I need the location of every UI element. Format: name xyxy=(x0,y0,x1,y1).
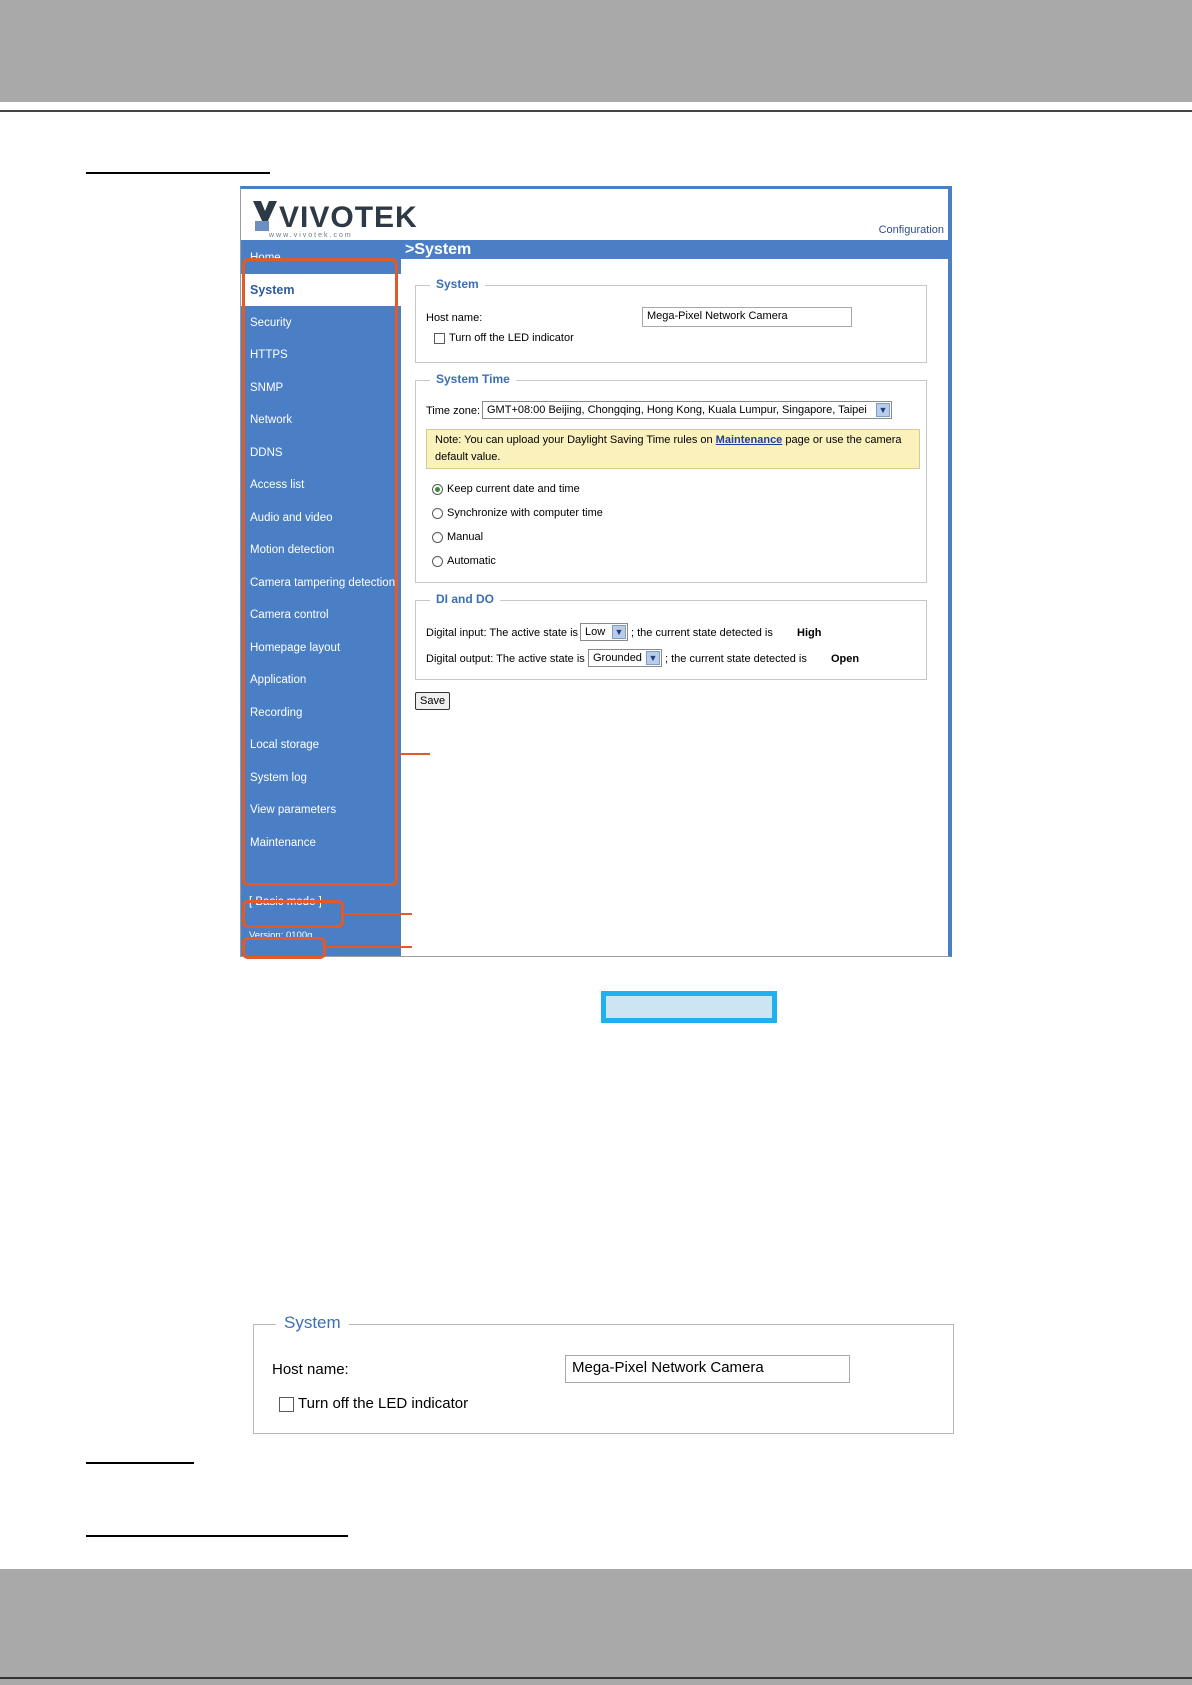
header-band xyxy=(0,0,1192,102)
dst-note-prefix: Note: You can upload your Daylight Saving Time rules on xyxy=(435,434,716,446)
time-zone-label: Time zone: xyxy=(426,405,481,417)
radio-sync-computer[interactable] xyxy=(432,508,443,519)
detail-host-name-input[interactable]: Mega-Pixel Network Camera xyxy=(565,1355,850,1383)
section-underline-1 xyxy=(86,172,270,174)
basic-mode-callout-bracket xyxy=(242,900,344,928)
di-state-value: Low xyxy=(585,626,606,638)
section-underline-2 xyxy=(86,1462,194,1464)
do-current-state: Open xyxy=(831,653,860,665)
logo-url: www.vivotek.com xyxy=(269,232,353,239)
detail-led-checkbox-label: Turn off the LED indicator xyxy=(298,1395,469,1412)
radio-sync-computer-label: Synchronize with computer time xyxy=(447,507,603,519)
dst-note-line2: default value. xyxy=(435,451,501,463)
do-prefix: Digital output: The active state is xyxy=(426,653,585,665)
dst-note-suffix: page or use the camera xyxy=(782,434,902,446)
sidebar-item-access-list[interactable]: Access list xyxy=(250,479,305,491)
footer-rule xyxy=(0,1677,1192,1679)
radio-manual-label: Manual xyxy=(447,531,484,543)
sidebar-item-camera-control[interactable]: Camera control xyxy=(250,609,329,621)
maintenance-link[interactable]: Maintenance xyxy=(715,434,783,446)
sidebar-item-homepage-layout[interactable]: Homepage layout xyxy=(250,642,341,654)
system-time-legend: System Time xyxy=(430,372,516,386)
do-state-select[interactable] xyxy=(588,649,662,667)
time-zone-value: GMT+08:00 Beijing, Chongqing, Hong Kong, Kuala Lumpur, Singapore, Taipei xyxy=(487,404,867,416)
led-checkbox-label: Turn off the LED indicator xyxy=(449,332,574,344)
basic-mode-callout-line xyxy=(344,913,412,915)
system-time-fieldset xyxy=(415,372,927,583)
sidebar-item-ddns[interactable]: DDNS xyxy=(250,447,283,459)
radio-automatic[interactable] xyxy=(432,556,443,567)
sidebar-item-camera-tampering[interactable]: Camera tampering detection xyxy=(250,577,396,589)
sidebar-item-snmp[interactable]: SNMP xyxy=(250,382,284,394)
sidebar-item-security[interactable]: Security xyxy=(250,317,292,329)
di-current-state: High xyxy=(797,627,822,639)
do-middle: ; the current state detected is xyxy=(665,653,807,665)
version-callout-line xyxy=(326,946,412,948)
di-state-select[interactable] xyxy=(580,623,628,641)
save-button[interactable]: Save xyxy=(415,692,450,710)
chevron-down-icon: ▼ xyxy=(876,403,890,417)
vivotek-logo xyxy=(251,199,418,243)
menu-callout-bracket xyxy=(242,258,398,886)
sidebar-item-network[interactable]: Network xyxy=(250,414,293,426)
menu-callout-line xyxy=(400,753,430,755)
sidebar-item-recording[interactable]: Recording xyxy=(250,707,303,719)
radio-keep-current-label: Keep current date and time xyxy=(447,483,580,495)
system-panel-detail xyxy=(253,1313,954,1434)
host-name-input[interactable]: Mega-Pixel Network Camera xyxy=(642,307,852,327)
detail-led-checkbox[interactable] xyxy=(279,1397,294,1412)
section-underline-3 xyxy=(86,1535,348,1537)
sidebar-item-local-storage[interactable]: Local storage xyxy=(250,739,320,751)
host-name-label: Host name: xyxy=(426,312,483,324)
sidebar-item-system[interactable]: System xyxy=(241,274,401,306)
detail-system-legend: System xyxy=(276,1313,349,1333)
configuration-link[interactable]: Configuration xyxy=(878,224,944,236)
sidebar-item-system-log[interactable]: System log xyxy=(250,772,307,784)
sidebar-item-application[interactable]: Application xyxy=(250,674,307,686)
chevron-down-icon: ▼ xyxy=(612,625,626,639)
version-callout-bracket xyxy=(242,937,326,959)
radio-manual[interactable] xyxy=(432,532,443,543)
logo-mark-icon xyxy=(251,199,279,233)
footer-band xyxy=(0,1569,1192,1685)
system-legend: System xyxy=(430,277,485,291)
do-state-value: Grounded xyxy=(593,652,642,664)
di-do-fieldset xyxy=(415,592,927,680)
time-zone-select[interactable] xyxy=(482,401,892,419)
di-prefix: Digital input: The active state is xyxy=(426,627,579,639)
radio-keep-current[interactable] xyxy=(432,484,443,495)
sidebar-item-motion-detection[interactable]: Motion detection xyxy=(250,544,335,556)
logo-wordmark: VIVOTEK xyxy=(279,201,418,234)
led-checkbox[interactable] xyxy=(434,333,445,344)
detail-host-name-label: Host name: xyxy=(272,1361,349,1378)
di-do-legend: DI and DO xyxy=(430,592,500,606)
header-rule xyxy=(0,110,1192,112)
sidebar-item-audio-video[interactable]: Audio and video xyxy=(250,512,333,524)
dst-note xyxy=(426,429,920,469)
chevron-down-icon: ▼ xyxy=(646,651,660,665)
di-middle: ; the current state detected is xyxy=(631,627,773,639)
sidebar-item-maintenance[interactable]: Maintenance xyxy=(250,837,316,849)
radio-automatic-label: Automatic xyxy=(447,555,496,567)
system-fieldset xyxy=(415,277,927,363)
sidebar-item-view-parameters[interactable]: View parameters xyxy=(250,804,337,816)
page-title: >System xyxy=(405,241,472,258)
caption-box xyxy=(601,991,777,1023)
sidebar-item-home[interactable]: Home xyxy=(250,252,281,264)
basic-mode-link[interactable]: [ Basic mode ] xyxy=(249,896,322,908)
sidebar-item-https[interactable]: HTTPS xyxy=(250,349,288,361)
version-label: Version: 0100g xyxy=(249,930,313,941)
page-title-bar xyxy=(401,240,952,259)
